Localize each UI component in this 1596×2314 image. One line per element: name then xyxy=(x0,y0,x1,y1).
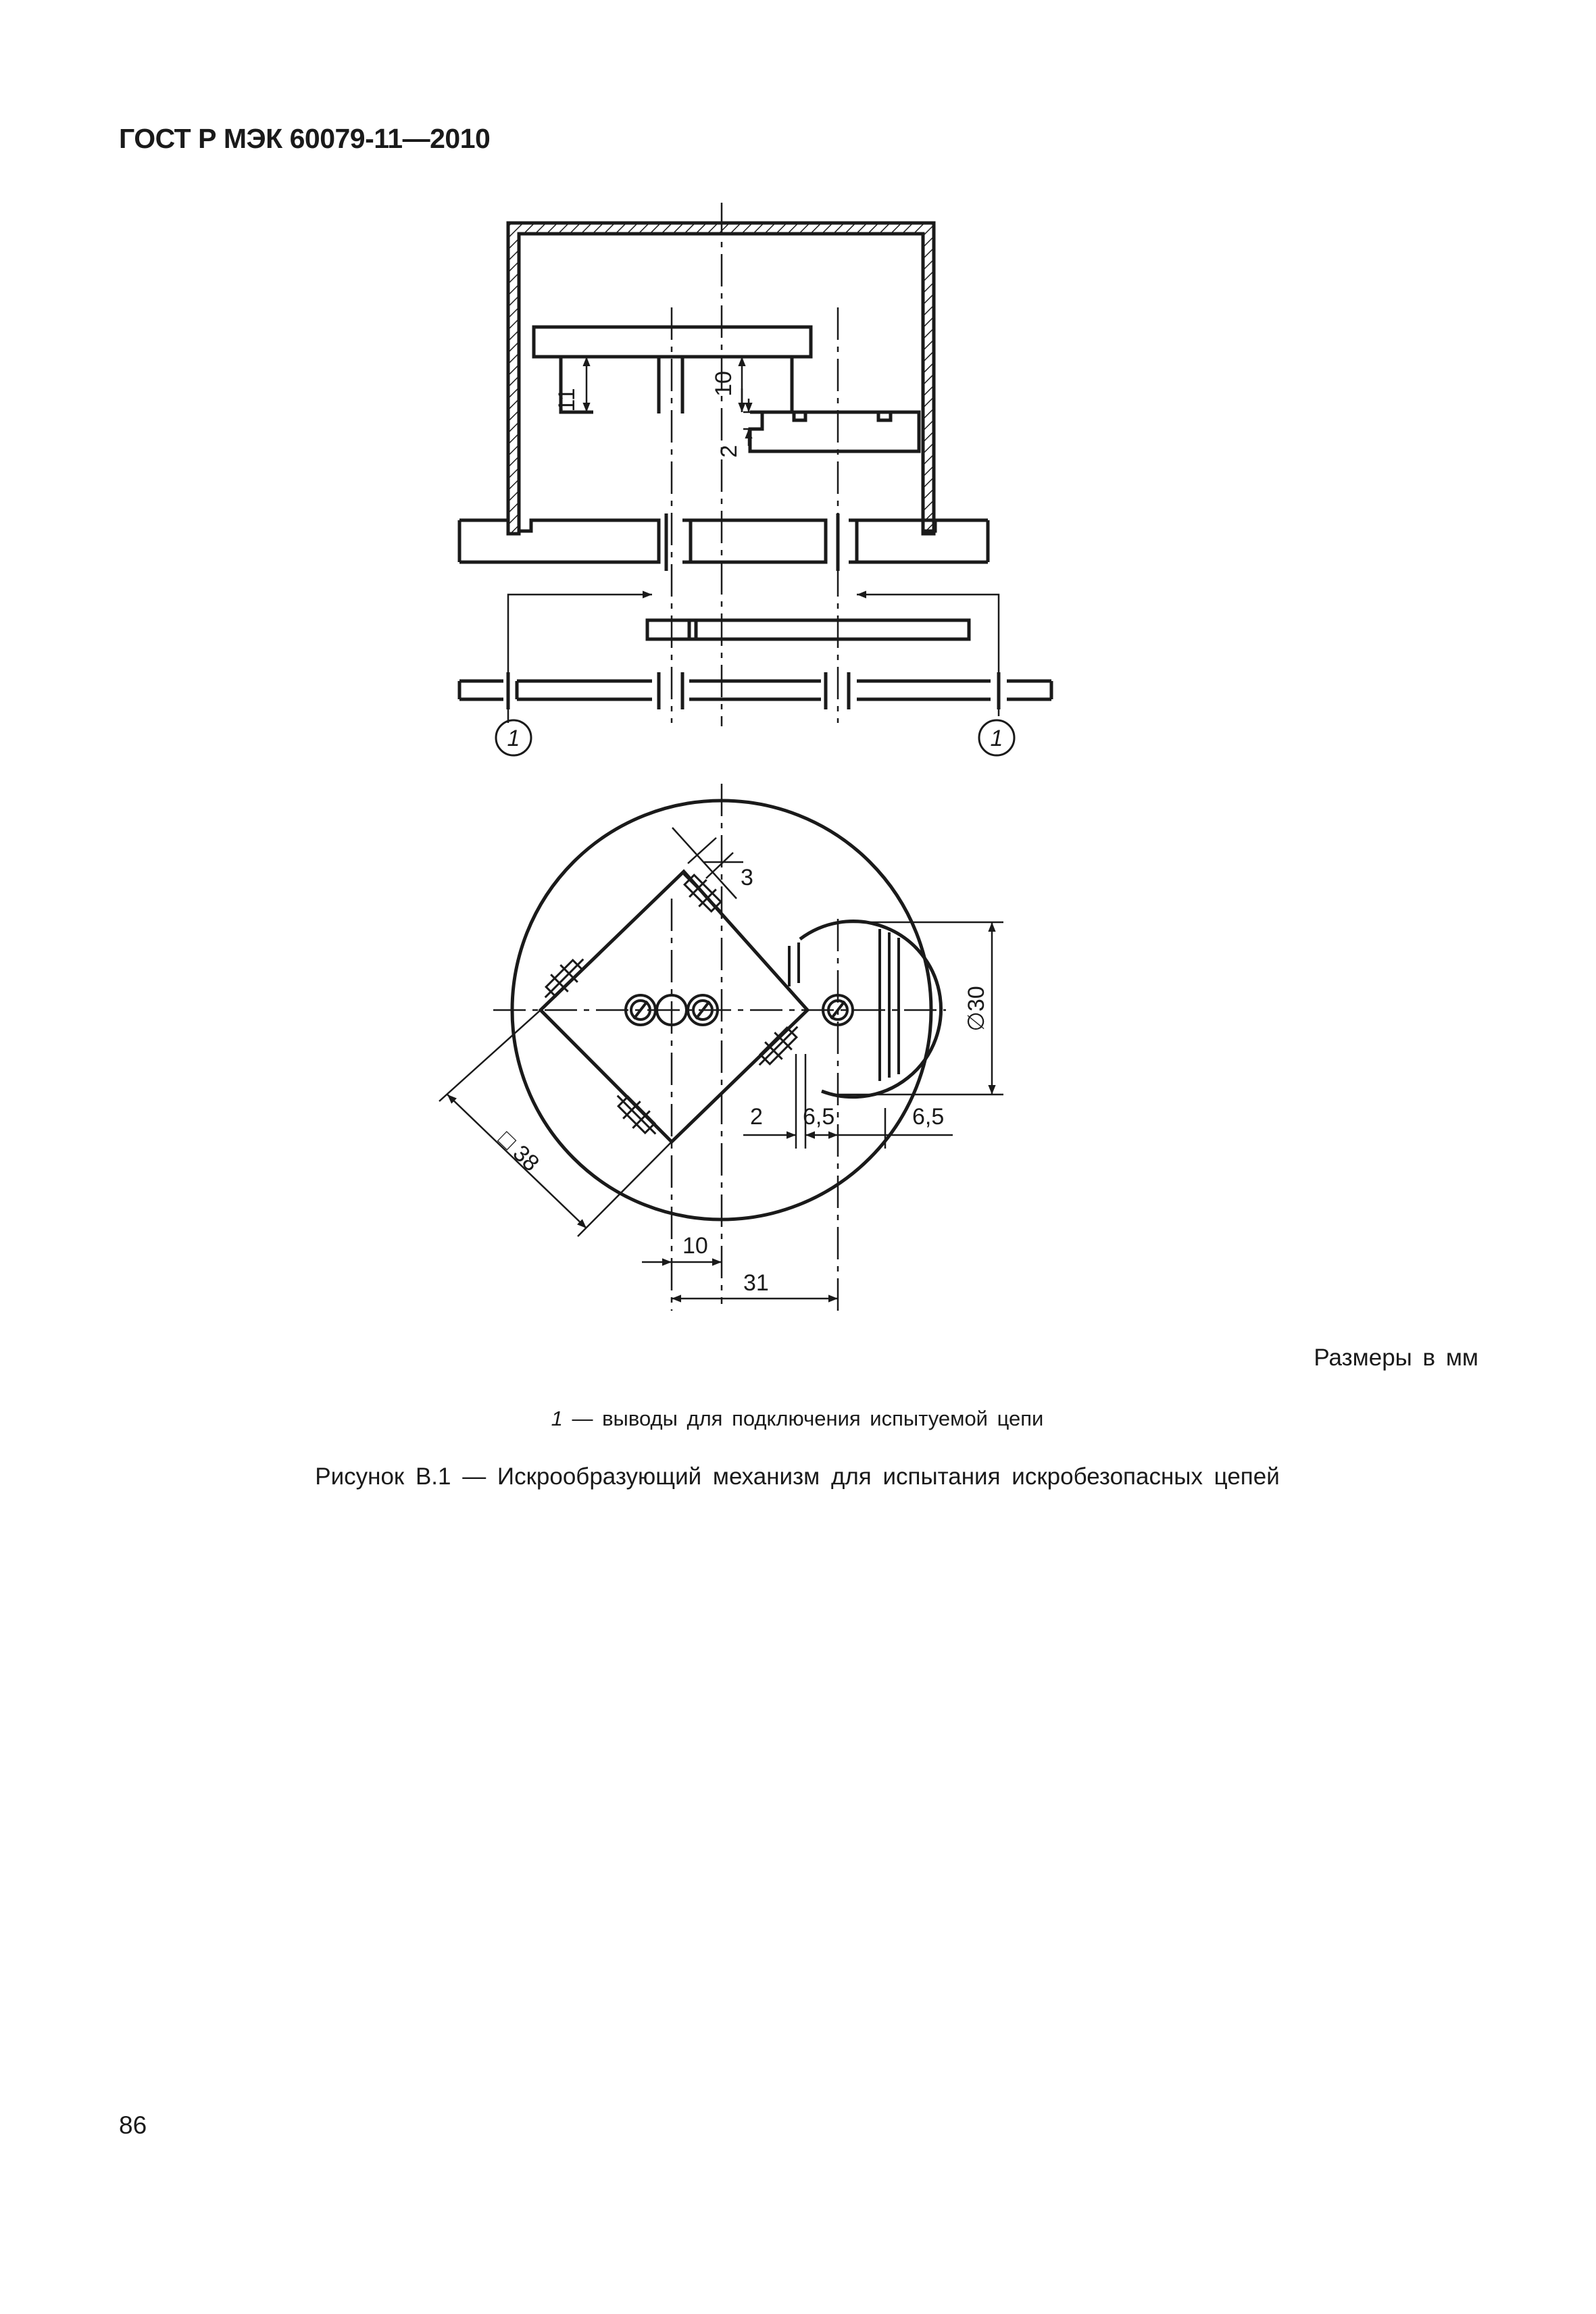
centerlines-bottom xyxy=(493,784,946,1314)
dim-3: 3 xyxy=(741,865,753,890)
dim-6-5-right: 6,5 xyxy=(912,1104,945,1130)
dim-square-38: □ 38 xyxy=(493,1126,545,1177)
figure-caption: Рисунок В.1 — Искрообразующий механизм для испытания искробезопасных цепей xyxy=(315,1463,1280,1490)
legend-text: — выводы для подключения испытуемой цепи xyxy=(562,1407,1044,1430)
callouts xyxy=(496,720,1014,755)
dim-2-top: 2 xyxy=(716,445,742,458)
dim-6-5-left: 6,5 xyxy=(803,1104,835,1130)
base-plate-upper xyxy=(459,513,988,571)
dim-31: 31 xyxy=(743,1270,769,1296)
dim-10-bottom: 10 xyxy=(682,1233,708,1259)
dim-10-top: 10 xyxy=(711,371,737,397)
callout-right: 1 xyxy=(990,726,1003,751)
cadmium-disc-plate xyxy=(750,412,919,451)
callout-left: 1 xyxy=(507,726,520,751)
dim-diameter-30: ∅30 xyxy=(964,986,989,1032)
figure-legend xyxy=(203,1407,1392,1431)
terminal-leaders xyxy=(508,595,999,723)
dim-2-bottom: 2 xyxy=(750,1104,763,1130)
cadmium-disc xyxy=(800,922,941,1097)
dim-11: 11 xyxy=(554,388,580,412)
units-note: Размеры в мм xyxy=(1314,1344,1478,1371)
document-header: ГОСТ Р МЭК 60079-11—2010 xyxy=(119,123,491,154)
square-wire-holder xyxy=(541,872,807,1142)
dims-top xyxy=(587,357,750,446)
centerlines-top xyxy=(672,203,838,726)
legend-number: 1 xyxy=(551,1407,563,1430)
page-number: 86 xyxy=(119,2111,147,2139)
transmission-bar xyxy=(647,620,969,639)
base-plate-lower xyxy=(459,672,1051,709)
